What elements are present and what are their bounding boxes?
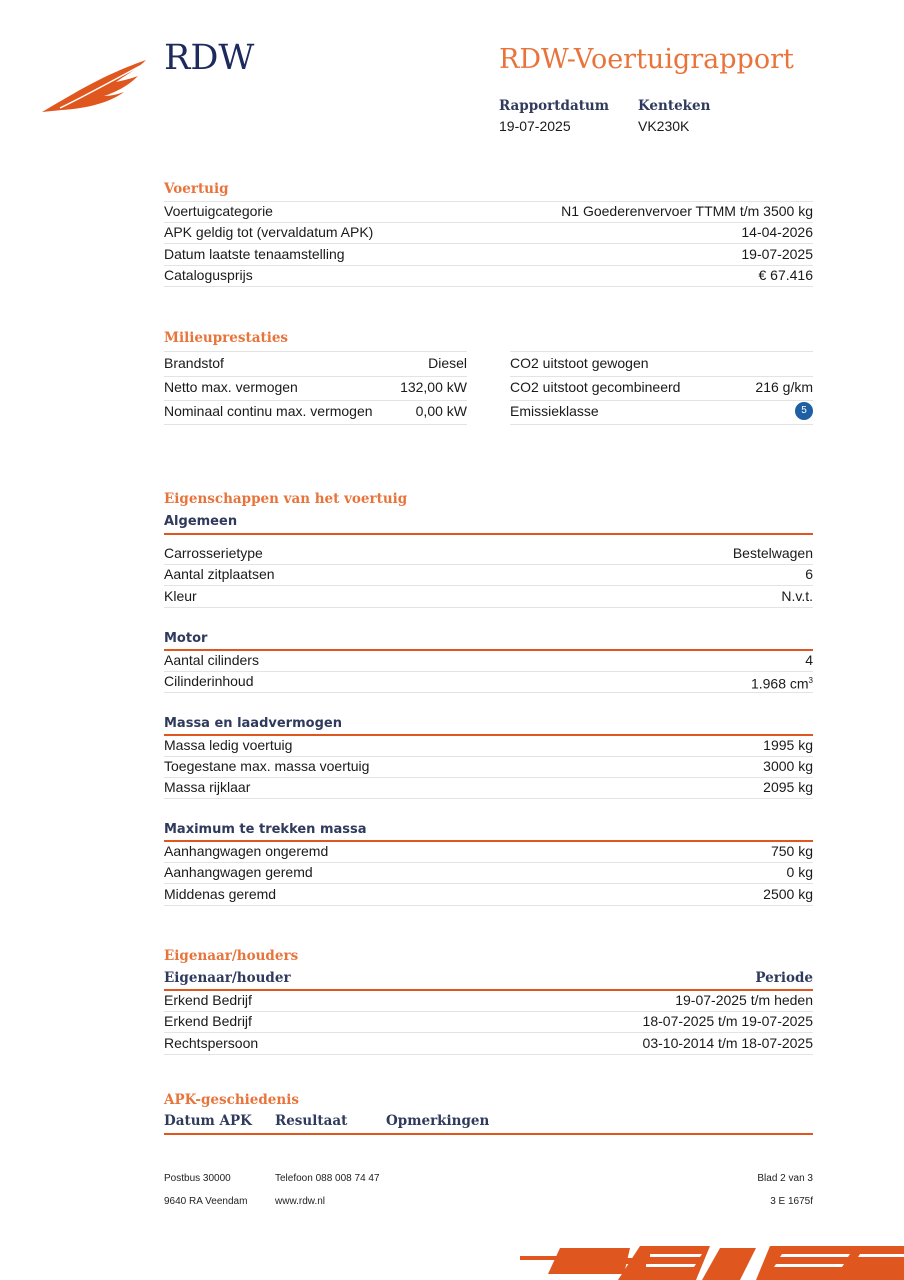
rapportdatum-value: 19-07-2025 [499, 118, 571, 134]
superscript: 3 [808, 676, 813, 685]
table-row [164, 586, 813, 608]
subsection-title-trekken: Maximum te trekken massa [164, 822, 367, 837]
table-row [164, 401, 467, 425]
table-row [510, 401, 813, 425]
table-row [164, 377, 467, 401]
row-value: 4 [805, 652, 813, 668]
row-value: 6 [805, 566, 813, 582]
table-row [164, 777, 813, 799]
row-value: 216 g/km [755, 379, 813, 395]
row-value: 14-04-2026 [741, 224, 813, 240]
row-label: Cilinderinhoud [164, 673, 254, 689]
row-label: Rechtspersoon [164, 1035, 259, 1051]
row-value: 0 kg [786, 864, 813, 880]
row-value: 03-10-2014 t/m 18-07-2025 [642, 1035, 813, 1051]
row-value: 18-07-2025 t/m 19-07-2025 [642, 1013, 813, 1029]
row-value: 132,00 kW [400, 379, 467, 395]
row-label: Aantal cilinders [164, 652, 259, 668]
row-label: Massa rijklaar [164, 779, 251, 795]
row-label: Carrosserietype [164, 545, 263, 561]
row-value: N1 Goederenvervoer TTMM t/m 3500 kg [561, 203, 813, 219]
column-header-eigenaar: Eigenaar/houder [164, 970, 291, 986]
row-value: 2500 kg [763, 886, 813, 902]
footer-telefoon: Telefoon 088 008 74 47 [275, 1173, 380, 1184]
footer-page-number: Blad 2 van 3 [757, 1173, 813, 1184]
column-header-resultaat: Resultaat [275, 1113, 348, 1129]
emissieklasse-badge: 5 [795, 402, 813, 420]
rapportdatum-label: Rapportdatum [499, 98, 610, 114]
section-title-voertuig: Voertuig [164, 181, 229, 197]
subsection-title-massa: Massa en laadvermogen [164, 716, 342, 731]
rdw-logo-feather-icon [40, 56, 150, 116]
kenteken-value: VK230K [638, 118, 690, 134]
section-title-milieuprestaties: Milieuprestaties [164, 330, 289, 346]
table-row [164, 884, 813, 906]
subsection-title-algemeen: Algemeen [164, 514, 238, 529]
logo-text: RDW [164, 38, 255, 78]
footer-code: 3 E 1675f [770, 1196, 813, 1207]
orange-divider [164, 1133, 813, 1135]
table-row [164, 543, 813, 565]
row-value: 19-07-2025 [741, 246, 813, 262]
column-header-periode: Periode [755, 970, 813, 986]
table-row [164, 671, 813, 693]
row-label: Toegestane max. massa voertuig [164, 758, 370, 774]
row-value: Bestelwagen [732, 545, 813, 561]
table-row [510, 353, 813, 377]
row-label: CO2 uitstoot gewogen [510, 355, 649, 371]
orange-divider [164, 533, 813, 535]
row-label: Netto max. vermogen [164, 379, 298, 395]
row-label: Middenas geremd [164, 886, 277, 902]
row-value: N.v.t. [781, 588, 813, 604]
row-value: 1995 kg [763, 737, 813, 753]
table-row [164, 650, 813, 672]
table-row [164, 353, 467, 377]
row-value: 2095 kg [763, 779, 813, 795]
row-label: Massa ledig voertuig [164, 737, 293, 753]
row-label: Kleur [164, 588, 197, 604]
table-row [164, 841, 813, 863]
row-value: 0,00 kW [415, 403, 467, 419]
column-header-datum-apk: Datum APK [164, 1113, 252, 1129]
divider [164, 351, 467, 352]
row-label: Voertuigcategorie [164, 203, 273, 219]
row-label: Aanhangwagen ongeremd [164, 843, 329, 859]
row-label: Aanhangwagen geremd [164, 864, 313, 880]
row-label: Erkend Bedrijf [164, 992, 252, 1008]
table-row [164, 1011, 813, 1033]
table-row [164, 756, 813, 778]
table-row [164, 1033, 813, 1055]
row-label: CO2 uitstoot gecombineerd [510, 379, 681, 395]
table-row [164, 564, 813, 586]
table-row [510, 377, 813, 401]
table-row [164, 222, 813, 244]
row-value: 1.968 cm [750, 675, 809, 692]
table-row [164, 735, 813, 757]
decorative-stripes-icon [520, 1244, 904, 1280]
table-row [164, 201, 813, 223]
row-value: 3000 kg [763, 758, 813, 774]
row-label: Brandstof [164, 355, 224, 371]
section-title-apk: APK-geschiedenis [164, 1092, 299, 1108]
row-label: Erkend Bedrijf [164, 1013, 252, 1029]
section-title-eigenaar: Eigenaar/houders [164, 948, 299, 964]
section-title-eigenschappen: Eigenschappen van het voertuig [164, 491, 408, 507]
footer-address: 9640 RA Veendam [164, 1196, 248, 1207]
row-label: Datum laatste tenaamstelling [164, 246, 345, 262]
report-title: RDW-Voertuigrapport [499, 44, 794, 75]
footer-website[interactable]: www.rdw.nl [275, 1196, 326, 1207]
column-header-opmerkingen: Opmerkingen [386, 1113, 490, 1129]
subsection-title-motor: Motor [164, 631, 208, 646]
row-value: 19-07-2025 t/m heden [675, 992, 813, 1008]
row-value: Diesel [428, 355, 467, 371]
row-label: APK geldig tot (vervaldatum APK) [164, 224, 374, 240]
row-label: Emissieklasse [510, 403, 599, 419]
table-row [164, 265, 813, 287]
row-label: Nominaal continu max. vermogen [164, 403, 373, 419]
footer-postbus: Postbus 30000 [164, 1173, 231, 1184]
divider [510, 351, 813, 352]
table-row [164, 244, 813, 266]
row-value: 750 kg [770, 843, 813, 859]
row-label: Catalogusprijs [164, 267, 253, 283]
table-row [164, 990, 813, 1012]
table-row [164, 862, 813, 884]
kenteken-label: Kenteken [638, 98, 711, 114]
row-label: Aantal zitplaatsen [164, 566, 275, 582]
row-value: € 67.416 [758, 267, 813, 283]
